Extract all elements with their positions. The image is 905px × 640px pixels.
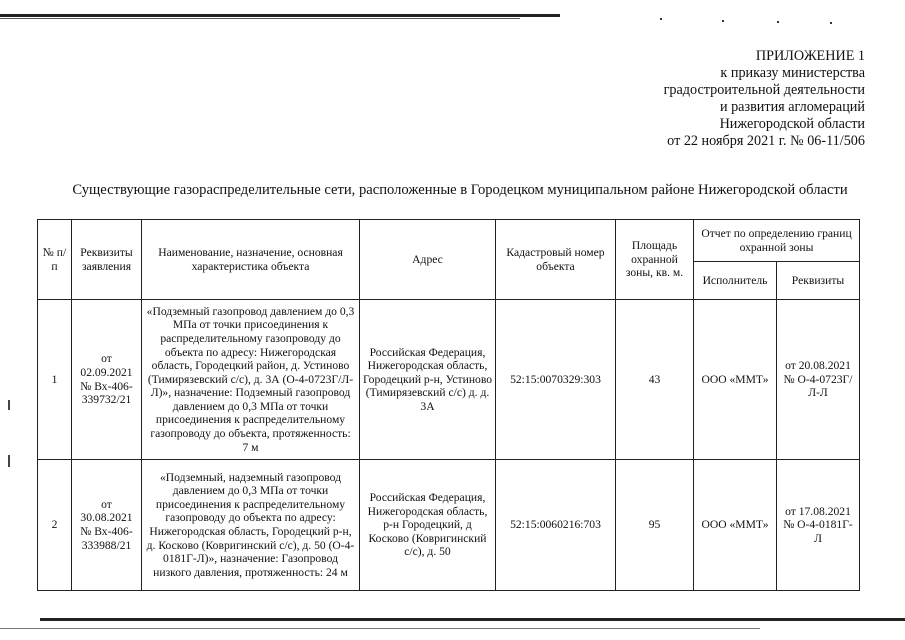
scan-speck	[777, 21, 779, 23]
scan-speck	[660, 18, 662, 20]
header-executor: Исполнитель	[694, 262, 777, 300]
scan-border-bottom	[40, 618, 905, 621]
cell-report-requisites: от 17.08.2021 № О-4-0181Г-Л	[777, 460, 860, 591]
scan-margin-mark	[8, 400, 10, 410]
header-name: Наименование, назначение, основная характеристика объекта	[142, 220, 360, 300]
appendix-line: Нижегородской области	[719, 116, 865, 132]
cell-cadastral: 52:15:0070329:303	[496, 300, 616, 460]
cell-cadastral: 52:15:0060216:703	[496, 460, 616, 591]
table-header-row	[38, 220, 860, 262]
appendix-line: ПРИЛОЖЕНИЕ 1	[755, 48, 865, 64]
cell-area: 95	[616, 460, 694, 591]
document-title: Существующие газораспределительные сети, расположенные в Городецком муниципальном районе Нижегородской области	[72, 182, 848, 198]
cell-num: 1	[38, 300, 72, 460]
cell-requisites: от 30.08.2021 № Вх-406-333988/21	[72, 460, 142, 591]
table-row	[38, 460, 860, 591]
table-row	[38, 300, 860, 460]
scan-margin-mark	[8, 455, 10, 467]
cell-executor: ООО «ММТ»	[694, 300, 777, 460]
cell-address: Российская Федерация, Нижегородская область, Городецкий р-н, Устиново (Тимирязевский с/с) д. д. 3А	[360, 300, 496, 460]
gas-networks-table	[37, 219, 860, 591]
cell-requisites: от 02.09.2021 № Вх-406-339732/21	[72, 300, 142, 460]
cell-name: «Подземный, надземный газопровод давлением до 0,3 МПа от точки присоединения к распределительному газопроводу до объекта по адресу: Нижегородская область, Городецкий р-н, д. Косково (Ковригинский с/с), д. 50 (О-4-0181Г-Л)», назначение: Газопровод низкого давления, протяженность: 24 м	[142, 460, 360, 591]
scan-border-top-thin	[0, 18, 520, 19]
scan-border-bottom-thin	[0, 628, 760, 629]
header-report: Отчет по определению границ охранной зоны	[694, 220, 860, 262]
scan-border-top	[0, 14, 560, 17]
header-area: Площадь охранной зоны, кв. м.	[616, 220, 694, 300]
header-report-requisites: Реквизиты	[777, 262, 860, 300]
cell-address: Российская Федерация, Нижегородская область, р-н Городецкий, д Косково (Ковригинский с/с), д. 50	[360, 460, 496, 591]
scan-speck	[722, 20, 724, 22]
header-cadastral: Кадастровый номер объекта	[496, 220, 616, 300]
appendix-line: градостроительной деятельности	[663, 82, 865, 98]
appendix-line: и развития агломераций	[719, 99, 865, 115]
appendix-line: к приказу министерства	[720, 65, 865, 81]
cell-name: «Подземный газопровод давлением до 0,3 МПа от точки присоединения к распределительному газопроводу до объекта по адресу: Нижегородская область, Городецкий район, д. Устиново (Тимирязевский с/с), д. 3А (О-4-0723Г/Л-Л)», назначение: Подземный газопровод давлением до 0,3 МПа от точки присоединения к распределительному газопроводу до объекта, протяженность: 7 м	[142, 300, 360, 460]
cell-report-requisites: от 20.08.2021 № О-4-0723Г/Л-Л	[777, 300, 860, 460]
cell-executor: ООО «ММТ»	[694, 460, 777, 591]
scan-speck	[830, 22, 832, 24]
appendix-line: от 22 ноября 2021 г. № 06-11/506	[667, 133, 865, 149]
header-num: № п/п	[38, 220, 72, 300]
cell-area: 43	[616, 300, 694, 460]
cell-num: 2	[38, 460, 72, 591]
header-address: Адрес	[360, 220, 496, 300]
header-requisites: Реквизиты заявления	[72, 220, 142, 300]
appendix-block	[545, 48, 865, 150]
